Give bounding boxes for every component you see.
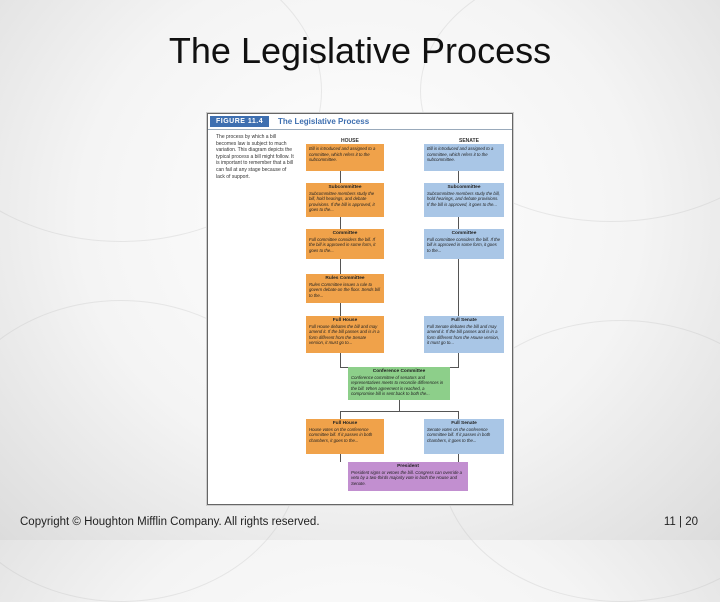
senate-column-label: SENATE [459,138,479,144]
flow-connector [458,353,459,367]
full-house-box [306,316,384,353]
box-description: Subcommittee members study the bill, hold hearings, and debate provisions. If the bill is approved, it goes to the... [427,190,500,207]
box-description: President signs or vetoes the bill. Congress can override a veto by a two-thirds majority vote in both the House and Senate. [351,469,463,486]
box-title: Subcommittee [328,185,362,190]
flow-connector [340,454,341,462]
flow-connector [458,217,459,229]
box-description: Senate votes on the conference committee bill. If it passes in both chambers, it goes to the... [427,426,491,443]
flow-connector [340,171,341,183]
box-title: Committee [451,231,477,236]
box-title: Full House [332,421,358,426]
flow-connector [340,303,341,316]
figure-divider [208,129,512,130]
page-number: 11 | 20 [663,516,698,528]
flow-connector [340,411,341,419]
full-senate-box [424,316,504,353]
flow-connector [340,353,341,367]
box-title: Full Senate [451,318,477,323]
president-box [348,462,468,491]
box-description: Bill is introduced and assigned to a committee, which refers it to the subcommittee. [309,146,376,163]
flow-connector [458,411,459,419]
house-committee-box [306,229,384,259]
flow-connector [340,411,459,412]
senate-committee-box [424,229,504,259]
box-description: Rules Committee issues a rule to govern debate on the floor. Sends bill to the... [309,281,381,298]
box-title: Full House [332,318,358,323]
box-description: Full committee considers the bill. If the bill is approved in some form, it goes to the... [427,236,501,253]
box-description: Full House debates the bill and may amend it. If the bill passes and is in a form different from the Senate version, it must go to... [309,323,380,346]
box-description: Full committee considers the bill. If the bill is approved in some form, it goes to the... [309,236,376,253]
flow-connector [340,259,341,274]
figure-title: The Legislative Process [278,117,370,126]
box-description: House votes on the conference committee bill. If it passes in both chambers, it goes to the... [309,426,373,443]
senate-introduction-box [424,144,504,171]
house-column-label: HOUSE [341,138,359,144]
flow-connector [340,217,341,229]
box-description: Full Senate debates the bill and may amend it. If the bill passes and is in a form different from the House version, it must go to... [427,323,500,346]
box-title: Committee [332,231,358,236]
flow-connector [399,400,400,411]
flow-connector [458,171,459,183]
rules-committee-box [306,274,384,303]
house-subcommittee-box [306,183,384,217]
box-description: Bill is introduced and assigned to a committee, which refers it to the subcommittee. [427,146,494,163]
box-title: Full Senate [451,421,477,426]
box-description: Subcommittee members study the bill, hold hearings, and debate provisions. If the bill is approved, it goes to the... [309,190,375,213]
house-introduction-box [306,144,384,171]
figure-header [208,114,512,129]
house-final-vote-box [306,419,384,454]
box-title: President [397,464,419,469]
conference-committee-box [348,367,450,400]
senate-final-vote-box [424,419,504,454]
figure-badge: FIGURE 11.4 [210,116,269,127]
legislative-process-figure [207,113,513,505]
senate-subcommittee-box [424,183,504,217]
box-title: Subcommittee [447,185,481,190]
copyright-notice: Copyright © Houghton Mifflin Company. All rights reserved. [20,516,320,528]
box-title: Rules Committee [325,276,365,281]
box-title: Conference Committee [372,369,426,374]
flow-connector [458,454,459,462]
box-description: Conference committee of senators and representatives meets to reconcile differences in the bill. When agreement is reached, a compromise bill is sent back to both the... [351,374,444,397]
flow-connector [458,259,459,316]
slide-title: The Legislative Process [168,30,552,71]
figure-caption: The process by which a bill becomes law is subject to much variation. This diagram depicts the typical process a bill might follow. It is important to remember that a bill can fail at any stage because of lack of support. [216,134,294,180]
